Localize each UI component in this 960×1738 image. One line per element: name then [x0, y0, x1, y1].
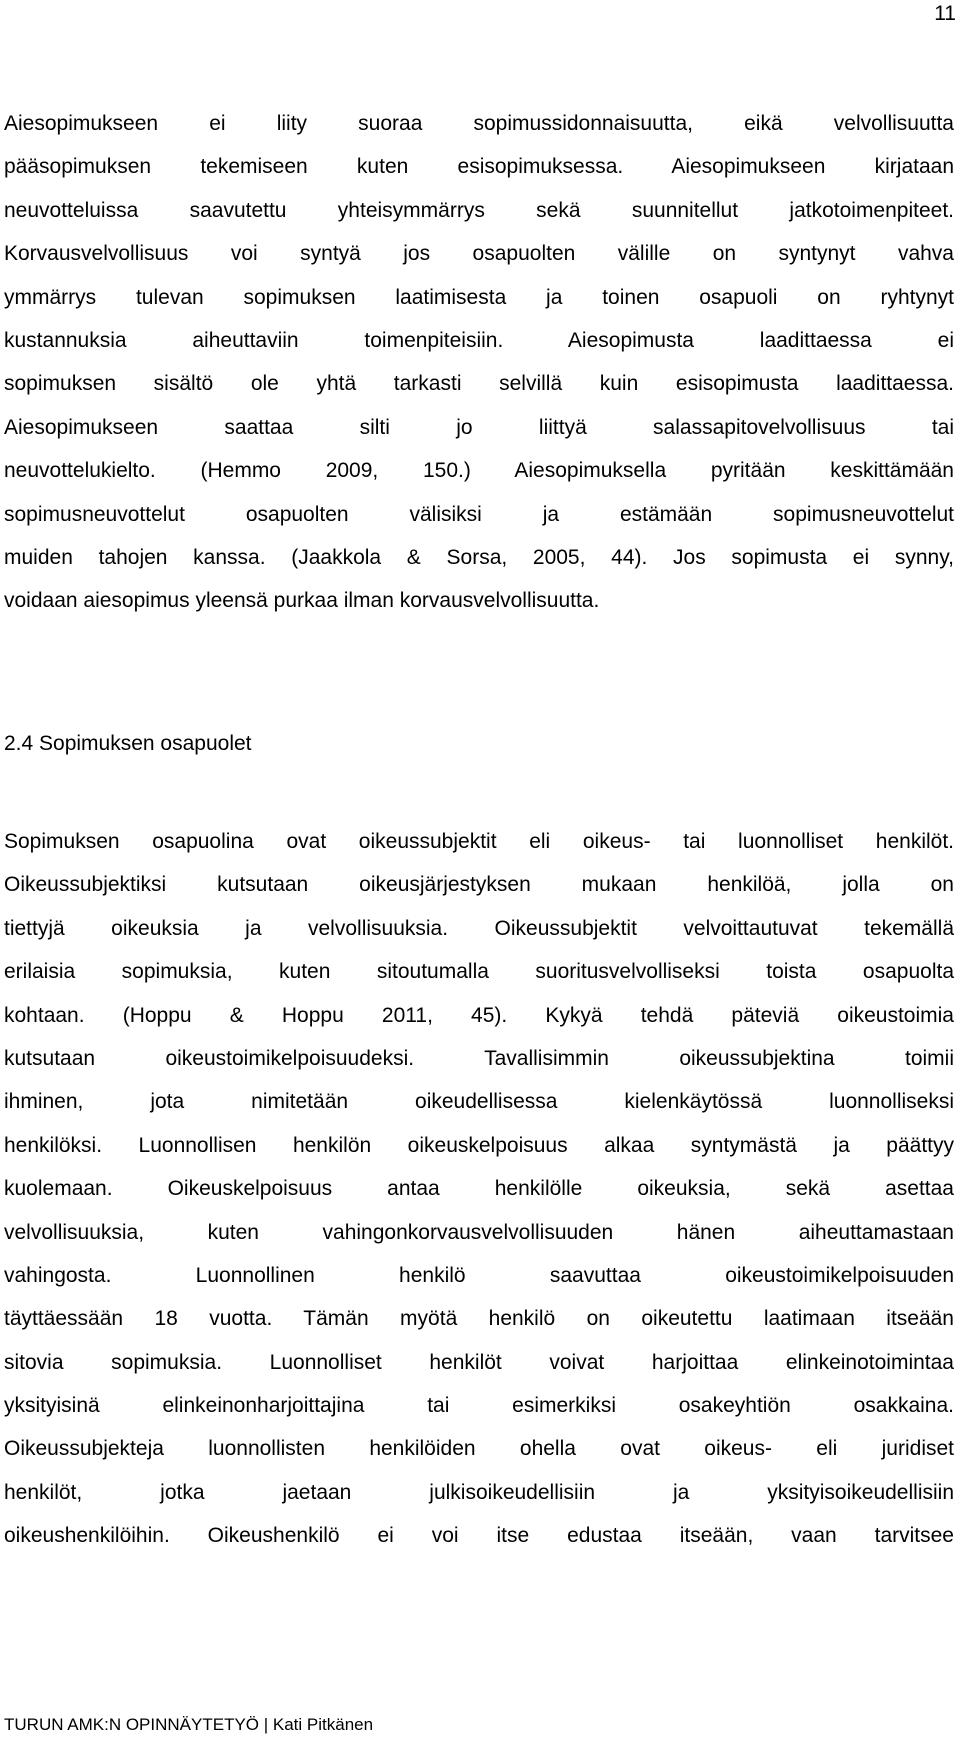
- text-line: kutsutaan oikeustoimikelpoisuudeksi. Tavallisimmin oikeussubjektina toimii: [4, 1046, 954, 1070]
- page-footer: TURUN AMK:N OPINNÄYTETYÖ | Kati Pitkänen: [4, 1715, 374, 1734]
- text-line: henkilöksi. Luonnollisen henkilön oikeuskelpoisuus alkaa syntymästä ja päättyy: [4, 1133, 954, 1157]
- text-line: erilaisia sopimuksia, kuten sitoutumalla suoritusvelvolliseksi toista osapuolta: [4, 960, 954, 984]
- text-line: Aiesopimukseen ei liity suoraa sopimussidonnaisuutta, eikä velvollisuutta: [4, 112, 954, 135]
- text-line: sopimuksen sisältö ole yhtä tarkasti selvillä kuin esisopimusta laadittaessa.: [4, 372, 954, 396]
- text-line: Aiesopimukseen saattaa silti jo liittyä salassapitovelvollisuus tai: [4, 415, 954, 439]
- text-line: Sopimuksen osapuolina ovat oikeussubjektit eli oikeus- tai luonnolliset henkilöt.: [4, 830, 954, 853]
- text-line: kustannuksia aiheuttaviin toimenpiteisiin. Aiesopimusta laadittaessa ei: [4, 328, 954, 352]
- text-line: sopimusneuvottelut osapuolten välisiksi ja estämään sopimusneuvottelut: [4, 502, 954, 526]
- paragraph-aiesopimus: [4, 102, 954, 623]
- text-line: sitovia sopimuksia. Luonnolliset henkilöt voivat harjoittaa elinkeinotoimintaa: [4, 1350, 954, 1374]
- text-line: tiettyjä oikeuksia ja velvollisuuksia. Oikeussubjektit velvoittautuvat tekemällä: [4, 916, 954, 940]
- text-line: neuvotteluissa saavutettu yhteisymmärrys sekä suunnitellut jatkotoimenpiteet.: [4, 198, 954, 222]
- section-heading: 2.4 Sopimuksen osapuolet: [4, 732, 252, 755]
- text-line: voidaan aiesopimus yleensä purkaa ilman korvausvelvollisuutta.: [4, 589, 600, 613]
- text-line: Oikeussubjekteja luonnollisten henkilöiden ohella ovat oikeus- eli juridiset: [4, 1437, 954, 1461]
- text-line: kuolemaan. Oikeuskelpoisuus antaa henkilölle oikeuksia, sekä asettaa: [4, 1177, 954, 1201]
- text-line: täyttäessään 18 vuotta. Tämän myötä henkilö on oikeutettu laatimaan itseään: [4, 1307, 954, 1331]
- text-line: Korvausvelvollisuus voi syntyä jos osapuolten välille on syntynyt vahva: [4, 242, 954, 266]
- text-line: kohtaan. (Hoppu & Hoppu 2011, 45). Kykyä tehdä päteviä oikeustoimia: [4, 1003, 954, 1027]
- page-number: 11: [934, 2, 956, 25]
- paragraph-osapuolet: [4, 820, 954, 1558]
- text-line: velvollisuuksia, kuten vahingonkorvausvelvollisuuden hänen aiheuttamastaan: [4, 1220, 954, 1244]
- text-line: vahingosta. Luonnollinen henkilö saavuttaa oikeustoimikelpoisuuden: [4, 1263, 954, 1287]
- text-line: henkilöt, jotka jaetaan julkisoikeudellisiin ja yksityisoikeudellisiin: [4, 1480, 954, 1504]
- text-line: pääsopimuksen tekemiseen kuten esisopimuksessa. Aiesopimukseen kirjataan: [4, 155, 954, 179]
- text-line: oikeushenkilöihin. Oikeushenkilö ei voi itse edustaa itseään, vaan tarvitsee: [4, 1524, 954, 1548]
- text-line: muiden tahojen kanssa. (Jaakkola & Sorsa, 2005, 44). Jos sopimusta ei synny,: [4, 545, 954, 569]
- text-line: neuvottelukielto. (Hemmo 2009, 150.) Aiesopimuksella pyritään keskittämään: [4, 459, 954, 483]
- text-line: Oikeussubjektiksi kutsutaan oikeusjärjestyksen mukaan henkilöä, jolla on: [4, 873, 954, 897]
- text-line: ymmärrys tulevan sopimuksen laatimisesta ja toinen osapuoli on ryhtynyt: [4, 285, 954, 309]
- text-line: yksityisinä elinkeinonharjoittajina tai esimerkiksi osakeyhtiön osakkaina.: [4, 1394, 954, 1418]
- text-line: ihminen, jota nimitetään oikeudellisessa kielenkäytössä luonnolliseksi: [4, 1090, 954, 1114]
